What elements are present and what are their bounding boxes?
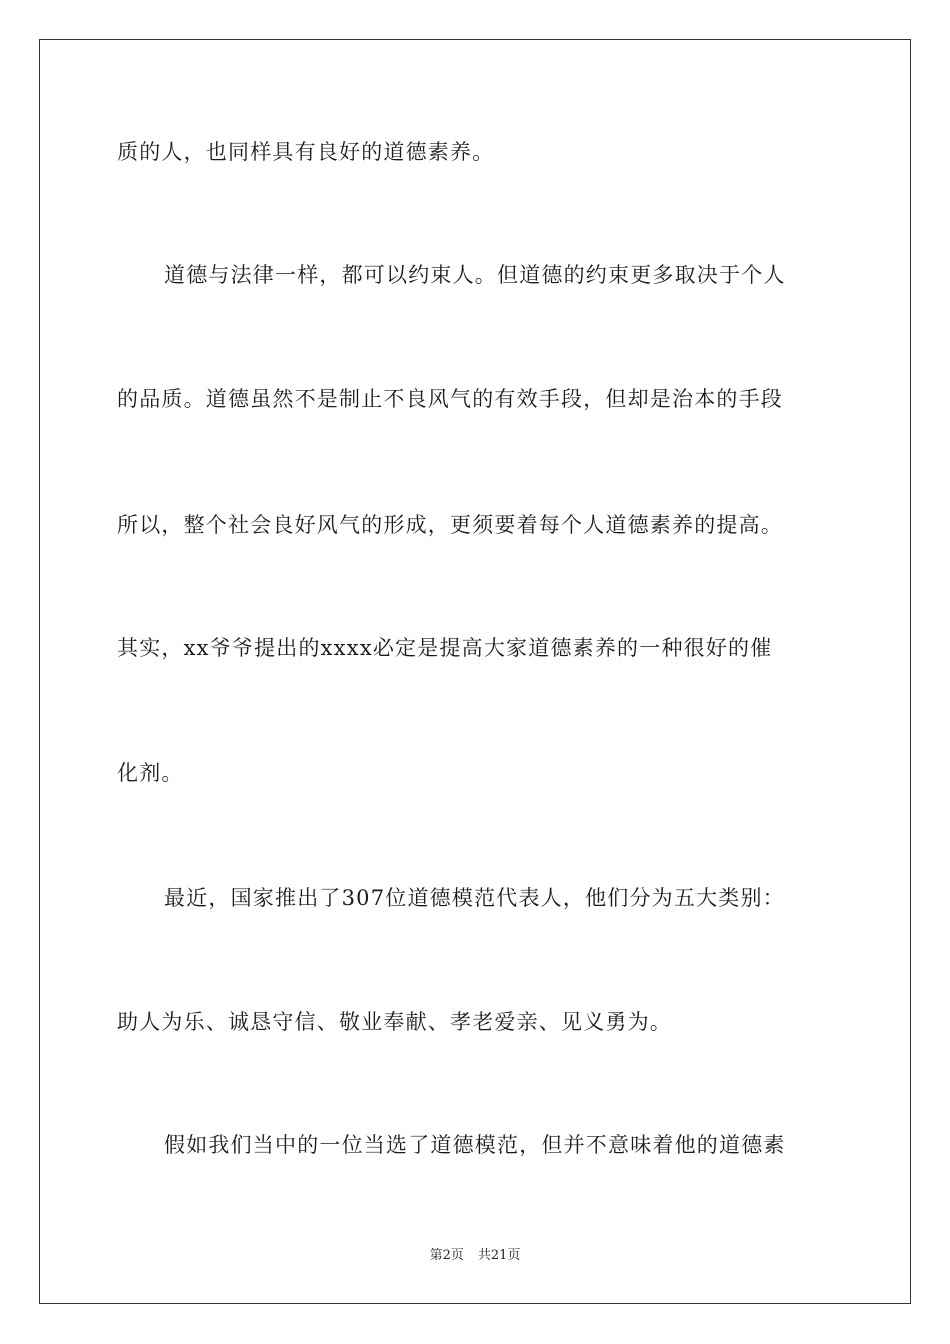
text-line: 助人为乐、诚恳守信、敬业奉献、孝老爱亲、见义勇为。 [117,1010,672,1034]
text-line: 的品质。道德虽然不是制止不良风气的有效手段，但却是治本的手段 [117,387,783,411]
page-total: 共21页 [477,1248,521,1263]
page-number: 第2页 [429,1248,464,1263]
text-line: 假如我们当中的一位当选了道德模范，但并不意味着他的道德素 [164,1133,786,1157]
text-line: 最近，国家推出了307位道德模范代表人，他们分为五大类别： [164,886,785,910]
text-line: 道德与法律一样，都可以约束人。但道德的约束更多取决于个人 [164,263,786,287]
text-line: 其实，xx爷爷提出的xxxx必定是提高大家道德素养的一种很好的催 [117,636,773,660]
page-footer [0,1247,950,1265]
page-frame [39,39,911,1304]
text-line: 质的人，也同样具有良好的道德素养。 [117,140,495,164]
text-line: 所以，整个社会良好风气的形成，更须要着每个人道德素养的提高。 [117,513,783,537]
text-line: 化剂。 [117,761,184,785]
